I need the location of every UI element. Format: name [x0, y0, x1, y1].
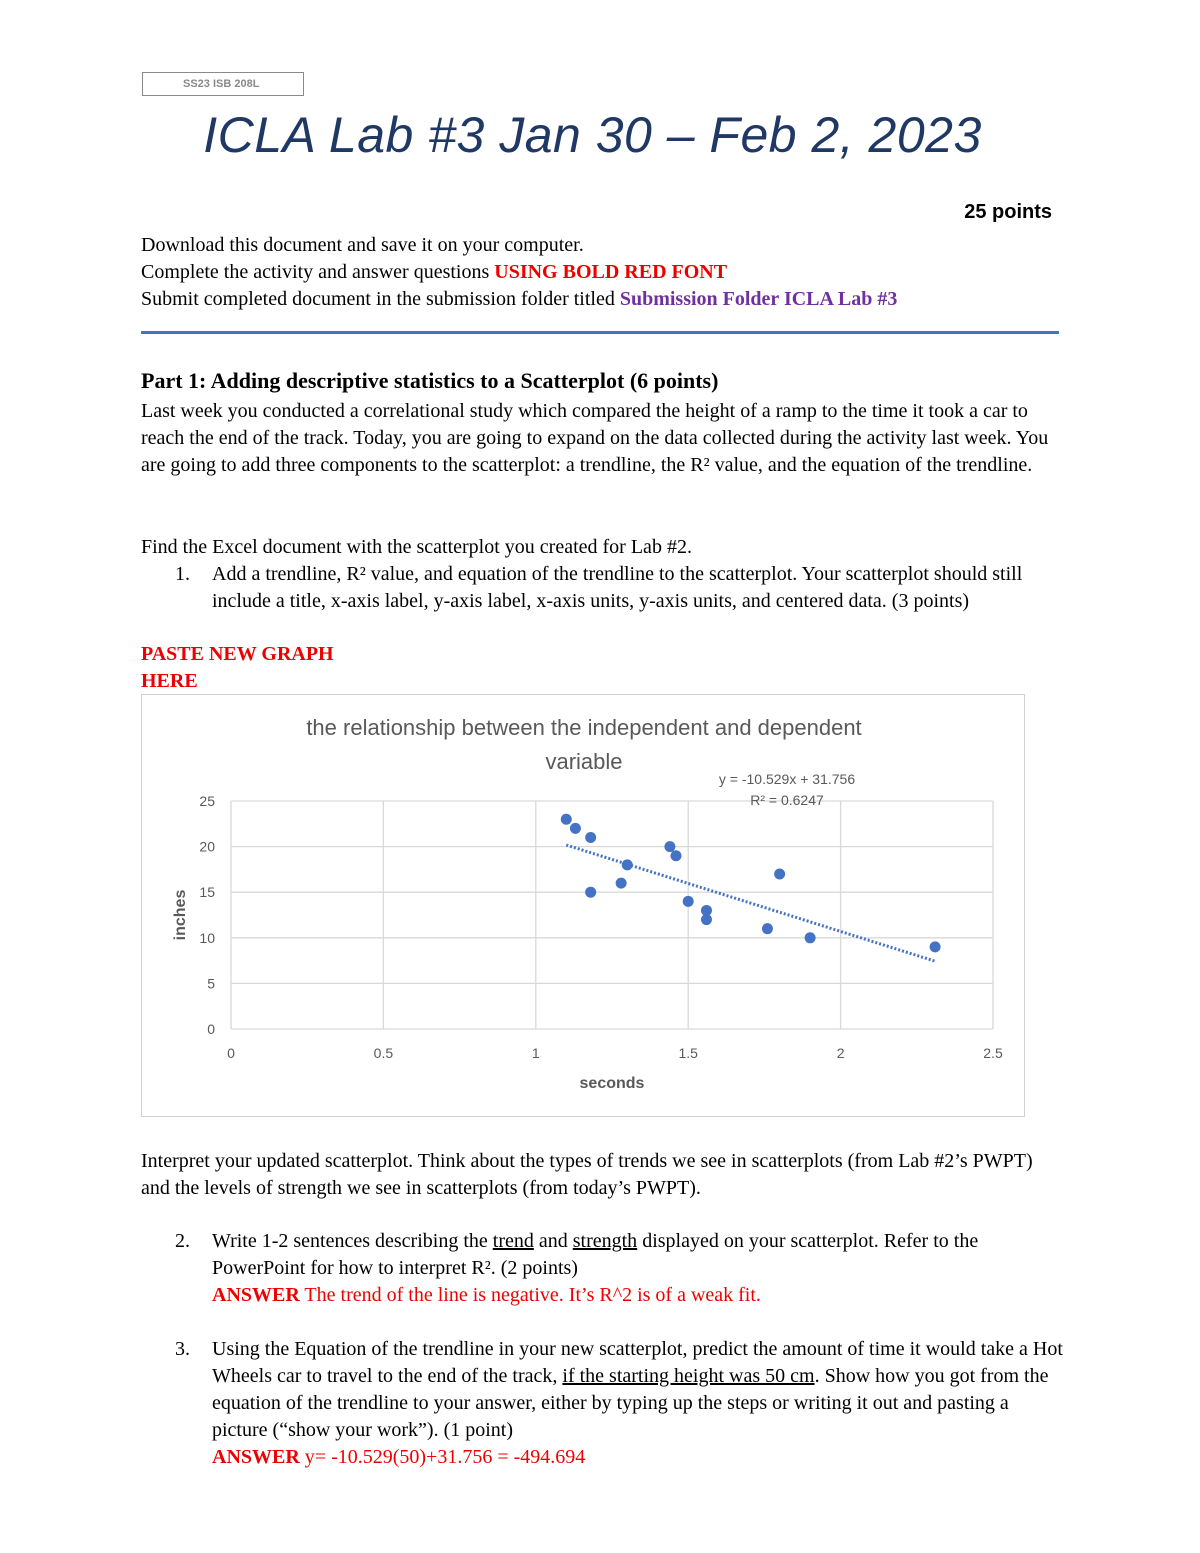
question-2-answer [212, 1282, 1066, 1309]
q3-condition: if the starting height was 50 cm [562, 1365, 815, 1387]
x-tick-label: 1.5 [678, 1045, 698, 1061]
data-point [683, 896, 694, 907]
x-tick-label: 0 [227, 1045, 235, 1061]
find-excel-line: Find the Excel document with the scatterplot you created for Lab #2. [141, 536, 692, 558]
x-tick-label: 0.5 [373, 1045, 394, 1061]
data-point [701, 914, 712, 925]
q3-answer-label: ANSWER [212, 1446, 300, 1468]
x-tick-label: 2.5 [983, 1045, 1003, 1061]
q2-answer-label: ANSWER [212, 1284, 300, 1306]
y-tick-label: 5 [207, 975, 215, 992]
scatterplot-svg [142, 695, 1026, 1118]
data-point [585, 832, 596, 843]
y-tick-label: 25 [199, 793, 215, 809]
data-point [561, 814, 572, 825]
q2-text-a: Write 1-2 sentences describing the [212, 1230, 493, 1252]
question-3-answer [212, 1444, 1066, 1471]
question-1-text: Add a trendline, R² value, and equation of the trendline to the scatterplot. Your scatterplot should still include a title, x-axis label, y-axis label, x-axis units, y-axis units, and centered data. (3 points) [212, 563, 1023, 612]
q3-answer-text: y= -10.529(50)+31.756 = -494.694 [299, 1446, 586, 1468]
q2-text-b: and [533, 1230, 573, 1252]
submission-folder-name: Submission Folder ICLA Lab #3 [619, 288, 898, 310]
part-1-paragraph: Last week you conducted a correlational study which compared the height of a ramp to the time it took a car to reach the end of the track. Today, you are going to expand on the data collected during the activity last week. You are going to add three components to the scatterplot: a trendline, the R² value, and the equation of the trendline. [141, 400, 1049, 476]
data-point [930, 941, 941, 952]
q3-text-a: Using the Equation of the trendline in your new scatterplot, predict the amount of time it would take a Hot Wheels car to travel to the end of the track, [212, 1338, 1063, 1387]
q3-text-b: . Show how you got from the equation of the trendline to your answer, either by typing up the steps or writing it out and pasting a picture (“show your work”). (1 point) [212, 1365, 1049, 1441]
data-point [805, 932, 816, 943]
q2-strength-word: strength [572, 1230, 638, 1252]
course-tag: SS23 ISB 208L [183, 78, 260, 90]
data-point [585, 887, 596, 898]
data-point [671, 850, 682, 861]
part-1-heading: Part 1: Adding descriptive statistics to a Scatterplot (6 points) [141, 368, 719, 393]
question-3-text [212, 1336, 1066, 1444]
question-2-text [212, 1228, 1066, 1282]
data-point [616, 878, 627, 889]
scatterplot-chart [141, 694, 1025, 1117]
x-axis-label: seconds [579, 1075, 645, 1092]
trendline [566, 845, 935, 961]
y-tick-label: 10 [199, 929, 215, 946]
y-tick-label: 0 [207, 1021, 215, 1037]
q2-answer-text: The trend of the line is negative. It’s R^2 is of a weak fit. [299, 1284, 761, 1306]
trendline-equation: y = -10.529x + 31.756 [718, 771, 856, 787]
paste-line-2: HERE [141, 670, 198, 692]
intro-line-2 [141, 259, 897, 286]
q2-text-c: displayed on your scatterplot. Refer to the PowerPoint for how to interpret R². (2 points) [212, 1230, 979, 1279]
data-point [622, 859, 633, 870]
paste-line-1: PASTE NEW GRAPH [141, 643, 334, 665]
intro-line-2-text: Complete the activity and answer questions [141, 261, 495, 283]
data-point [570, 823, 581, 834]
y-tick-label: 20 [199, 838, 215, 855]
x-tick-label: 2 [836, 1045, 845, 1061]
interpret-paragraph: Interpret your updated scatterplot. Think about the types of trends we see in scatterplots (from Lab #2’s PWPT) and the levels of strength we see in scatterplots (from today’s PWPT). [141, 1150, 1033, 1199]
section-divider [141, 331, 1059, 334]
chart-title-line-1: the relationship between the independent and dependent [306, 715, 862, 740]
chart-title-line-2: variable [545, 749, 623, 774]
question-2 [141, 1228, 1066, 1309]
paste-graph-instruction [141, 641, 334, 695]
intro-line-3 [141, 286, 897, 313]
intro-line-1: Download this document and save it on your computer. [141, 234, 584, 256]
question-1-number: 1. [175, 563, 190, 585]
data-point [774, 868, 785, 879]
document-title: ICLA Lab #3 Jan 30 – Feb 2, 2023 [203, 107, 982, 163]
red-font-emphasis: USING BOLD RED FONT [494, 261, 728, 283]
question-3-number: 3. [175, 1338, 190, 1360]
data-point [664, 841, 675, 852]
question-1 [141, 561, 1066, 615]
y-axis-label: inches [172, 889, 189, 941]
data-point [762, 923, 773, 934]
question-2-number: 2. [175, 1230, 190, 1252]
question-3 [141, 1336, 1066, 1471]
x-tick-label: 1 [531, 1045, 540, 1061]
course-tag-box [142, 72, 304, 96]
intro-line-3-text: Submit completed document in the submission folder titled [141, 288, 620, 310]
points-total: 25 points [964, 201, 1052, 223]
intro-block [141, 232, 897, 313]
q2-trend-word: trend [492, 1230, 534, 1252]
r-squared-label: R² = 0.6247 [750, 792, 824, 808]
y-tick-label: 15 [199, 884, 215, 901]
